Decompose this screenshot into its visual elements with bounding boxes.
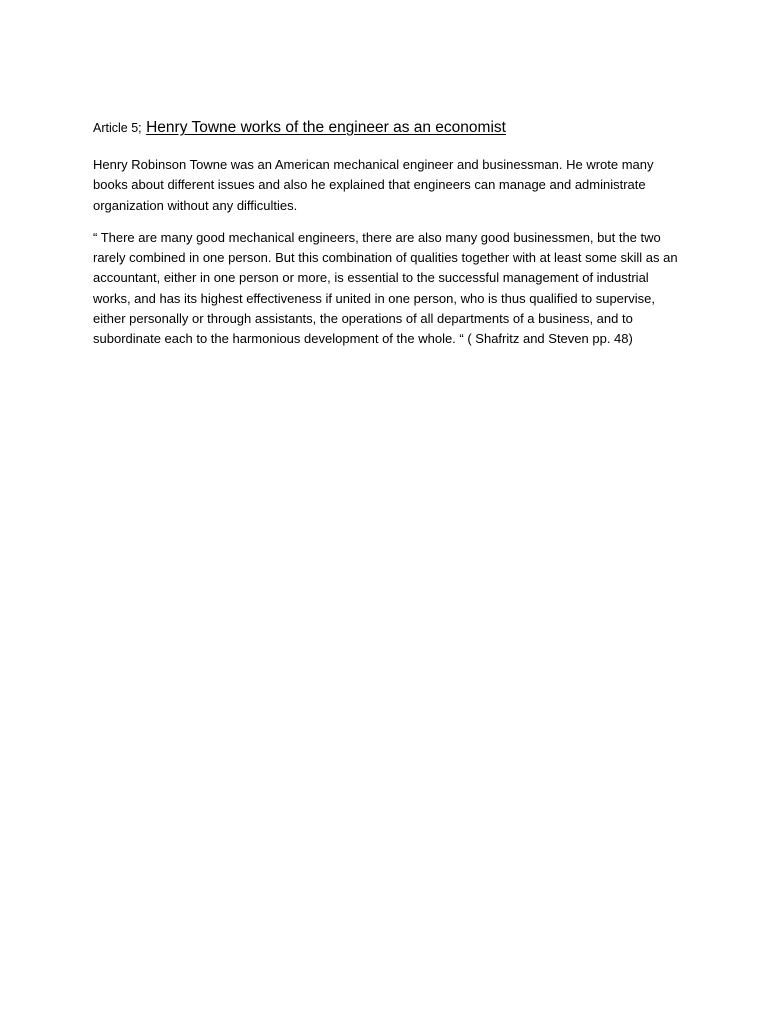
document-body (93, 117, 683, 362)
article-title: Henry Towne works of the engineer as an economist (146, 119, 506, 136)
article-label: Article 5; (93, 121, 142, 135)
intro-paragraph: Henry Robinson Towne was an American mechanical engineer and businessman. He wrote many books about different issues and also he explained that engineers can manage and administrate organization without any difficulties. (93, 157, 654, 213)
article-heading (93, 117, 683, 139)
quote-paragraph: “ There are many good mechanical engineers, there are also many good businessmen, but the two rarely combined in one person. But this combination of qualities together with at least some skill as an accountant, either in one person or more, is essential to the successful management of industrial works, and has its highest effectiveness if united in one person, who is thus qualified to supervise, either personally or through assistants, the operations of all departments of a business, and to subordinate each to the harmonious development of the whole. “ ( Shafritz and Steven pp. 48) (93, 229, 678, 347)
